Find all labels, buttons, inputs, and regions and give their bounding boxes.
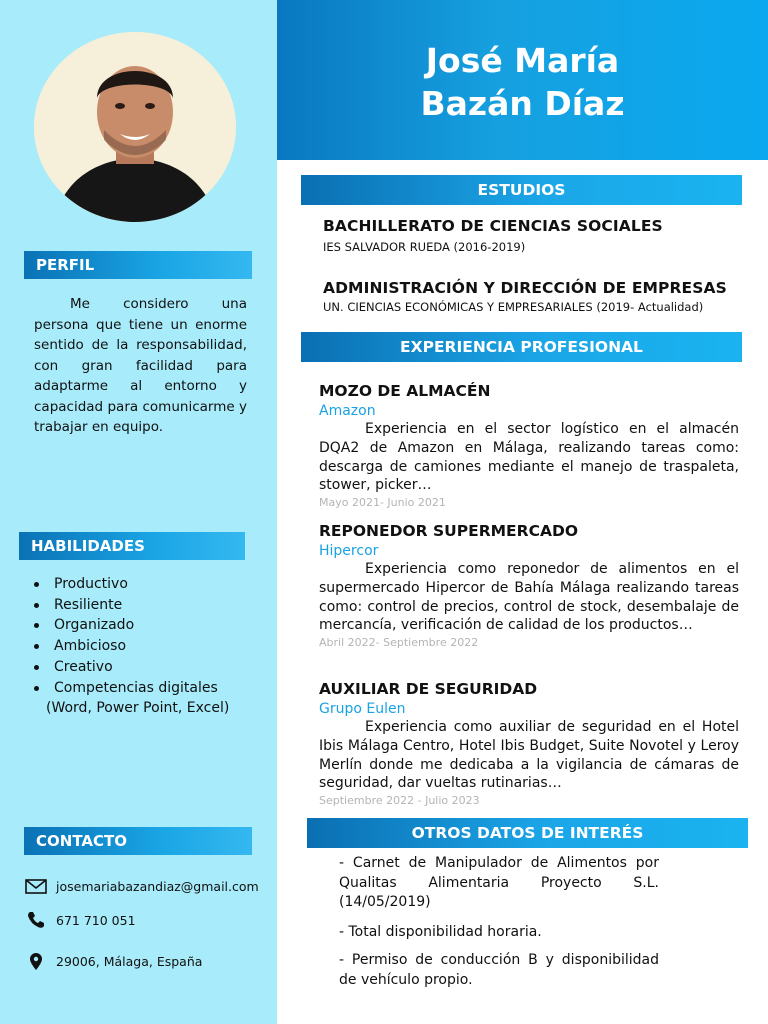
education-title: BACHILLERATO DE CIENCIAS SOCIALES	[323, 217, 663, 235]
profile-text: Me considero una persona que tiene un enorme sentido de la responsabilidad, con gran facilidad para adaptarme al entorno y capacidad para comunicarme y trabajar en equipo.	[34, 296, 247, 435]
other-item: - Total disponibilidad horaria.	[339, 924, 542, 940]
other-item: - Permiso de conducción B y disponibilidad de vehículo propio.	[339, 952, 659, 988]
profile-heading: PERFIL	[24, 251, 252, 279]
header-banner	[277, 0, 768, 160]
contact-location: 29006, Málaga, España	[56, 953, 203, 969]
skills-heading: HABILIDADES	[19, 532, 245, 560]
job-description: Experiencia como reponedor de alimentos en el supermercado Hipercor de Bahía Málaga realizando tareas como: control de precios, control de stock, desembalaje de mercancía, verificación de calidad de los productos…	[319, 561, 739, 634]
skill-item-detail: (Word, Power Point, Excel)	[46, 700, 230, 717]
envelope-icon	[24, 876, 48, 896]
job-entry	[319, 678, 739, 809]
job-entry	[319, 520, 739, 651]
other-item: - Carnet de Manipulador de Alimentos por Qualitas Alimentaria Proyecto S.L. (14/05/2019)	[339, 855, 659, 910]
contact-location-row	[24, 951, 202, 971]
job-company: Hipercor	[319, 543, 379, 559]
job-title: MOZO DE ALMACÉN	[319, 382, 491, 400]
job-entry	[319, 380, 739, 511]
education-title: ADMINISTRACIÓN Y DIRECCIÓN DE EMPRESAS	[323, 279, 727, 297]
skills-list	[26, 574, 229, 719]
skill-item: Resiliente	[26, 595, 229, 616]
contact-email-row	[24, 876, 259, 896]
education-institution: IES SALVADOR RUEDA (2016-2019)	[323, 240, 526, 254]
location-pin-icon	[24, 951, 48, 971]
job-dates: Mayo 2021- Junio 2021	[319, 496, 446, 510]
contact-email[interactable]: josemariabazandiaz@gmail.com	[56, 878, 259, 894]
contact-phone-row	[24, 910, 136, 930]
name-line-1: José María	[425, 41, 620, 80]
skill-item: Organizado	[26, 615, 229, 636]
contact-heading: CONTACTO	[24, 827, 252, 855]
job-description: Experiencia en el sector logístico en el almacén DQA2 de Amazon en Málaga, realizando tareas como: descarga de camiones mediante el manejo de traspaleta, stower, picker…	[319, 421, 739, 494]
job-title: REPONEDOR SUPERMERCADO	[319, 522, 578, 540]
profile-photo-illustration	[34, 32, 236, 222]
contact-phone[interactable]: 671 710 051	[56, 912, 136, 928]
job-company: Amazon	[319, 403, 376, 419]
skill-item: Creativo	[26, 657, 229, 678]
job-title: AUXILIAR DE SEGURIDAD	[319, 680, 538, 698]
education-institution: UN. CIENCIAS ECONÓMICAS Y EMPRESARIALES (2019- Actualidad)	[323, 300, 704, 314]
job-dates: Abril 2022- Septiembre 2022	[319, 636, 479, 650]
job-company: Grupo Eulen	[319, 701, 406, 717]
education-heading: ESTUDIOS	[301, 175, 742, 205]
skill-item: Competencias digitales	[26, 678, 229, 699]
name-line-2: Bazán Díaz	[420, 84, 625, 123]
job-description: Experiencia como auxiliar de seguridad en el Hotel Ibis Málaga Centro, Hotel Ibis Budget, Suite Novotel y Leroy Merlín donde me dedicaba a la vigilancia de cámaras de seguridad, dar vueltas rutinarias…	[319, 719, 739, 792]
other-heading: OTROS DATOS DE INTERÉS	[307, 818, 748, 848]
experience-heading: EXPERIENCIA PROFESIONAL	[301, 332, 742, 362]
profile-photo	[34, 32, 236, 222]
sidebar	[0, 0, 277, 1024]
skill-item: Ambicioso	[26, 636, 229, 657]
phone-icon	[24, 910, 48, 930]
skill-item: Productivo	[26, 574, 229, 595]
job-dates: Septiembre 2022 - Julio 2023	[319, 794, 480, 808]
